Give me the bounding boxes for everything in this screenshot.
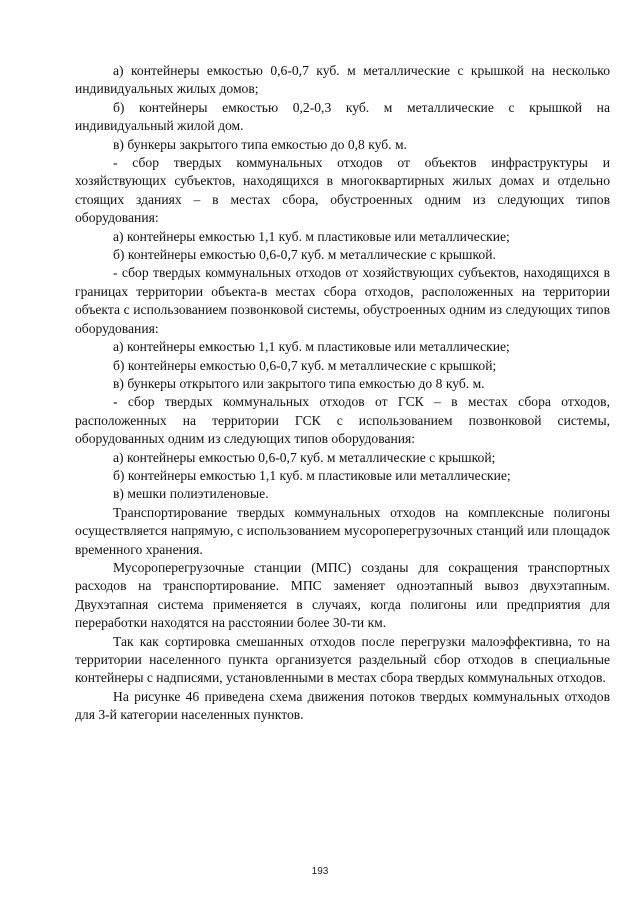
paragraph-8: а) контейнеры емкостью 1,1 куб. м пластиковые или металлические; [113,339,510,355]
paragraph-5: а) контейнеры емкостью 1,1 куб. м пластиковые или металлические; [113,228,510,244]
page-body [75,62,610,725]
paragraph-1: а) контейнеры емкостью 0,6-0,7 куб. м металлические с крышкой на несколько индивидуальных жилых домов; [75,63,610,97]
paragraph-18: На рисунке 46 приведена схема движения потоков твердых коммунальных отходов для 3-й категории населенных пунктов. [75,688,610,723]
paragraph-7: - сбор твердых коммунальных отходов от хозяйствующих субъектов, находящихся в границах территории объекта-в местах сбора отходов, расположенных на территории объекта с использованием позвонковой системы, обустроенных одним из следующих типов оборудования: [75,265,610,336]
paragraph-14: в) мешки полиэтиленовые. [113,486,269,502]
paragraph-10: в) бункеры открытого или закрытого типа емкостью до 8 куб. м. [113,375,485,391]
paragraph-6: б) контейнеры емкостью 0,6-0,7 куб. м металлические с крышкой. [113,247,496,263]
paragraph-17: Так как сортировка смешанных отходов после перегрузки малоэффективна, то на территории населенного пункта организуется раздельный сбор отходов в специальные контейнеры с надписями, установленными в местах сбора твердых коммунальных отходов. [75,633,610,686]
paragraph-12: а) контейнеры емкостью 0,6-0,7 куб. м металлические с крышкой; [113,449,496,465]
paragraph-9: б) контейнеры емкостью 0,6-0,7 куб. м металлические с крышкой; [113,357,497,373]
paragraph-3: в) бункеры закрытого типа емкостью до 0,8 куб. м. [113,136,407,152]
page-number: 193 [311,866,329,877]
paragraph-15: Транспортирование твердых коммунальных отходов на комплексные полигоны осуществляется напрямую, с использованием мусороперегрузочных станций или площадок временного хранения. [75,504,610,557]
paragraph-13: б) контейнеры емкостью 1,1 куб. м пластиковые или металлические; [113,467,511,483]
paragraph-11: - сбор твердых коммунальных отходов от ГСК – в местах сбора отходов, расположенных на территории ГСК с использованием позвонковой системы, оборудованных одним из следующих типов оборудования: [75,394,610,447]
paragraph-16: Мусороперегрузочные станции (МПС) созданы для сокращения транспортных расходов на транспортирование. МПС заменяет одноэтапный вывоз двухэтапным. Двухэтапная система применяется в случаях, когда полигоны или предприятия для переработки находятся на расстоянии более 30-ти км. [75,559,610,631]
paragraph-2: б) контейнеры емкостью 0,2-0,3 куб. м металлические с крышкой на индивидуальный жилой дом. [75,99,610,134]
paragraph-4: - сбор твердых коммунальных отходов от объектов инфраструктуры и хозяйствующих субъектов, находящихся в многоквартирных жилых домах и отдельно стоящих зданиях – в местах сбора, обустроенных одним из следующих типов оборудования: [75,155,610,226]
